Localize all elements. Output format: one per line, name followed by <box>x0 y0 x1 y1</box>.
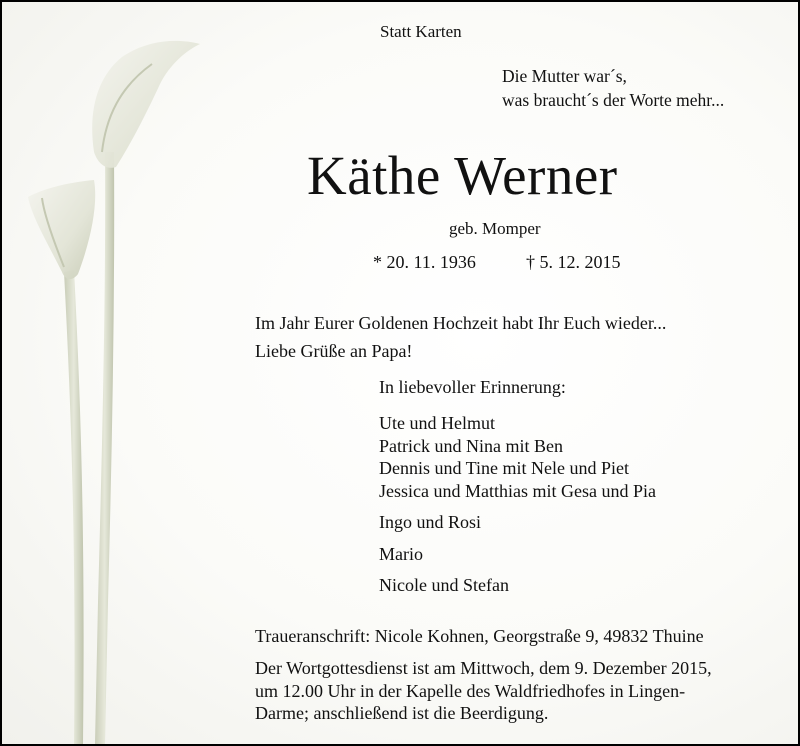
personal-message <box>255 309 666 365</box>
calla-lily-illustration <box>2 2 262 744</box>
motto-line: Die Mutter war´s, <box>502 66 627 86</box>
mourner-item: Nicole und Stefan <box>379 575 509 595</box>
mourner-item: Ute und Helmut <box>379 413 495 433</box>
mourner-item: Jessica und Matthias mit Gesa und Pia <box>379 480 656 501</box>
motto <box>502 64 724 112</box>
motto-line: was braucht´s der Worte mehr... <box>502 90 725 110</box>
birth-date: * 20. 11. 1936 <box>373 252 476 272</box>
funeral-service-info <box>255 657 712 725</box>
message-line: Im Jahr Eurer Goldenen Hochzeit habt Ihr Euch wieder... <box>255 313 667 333</box>
deceased-name: Käthe Werner <box>307 145 618 206</box>
mourner-item: Mario <box>379 543 423 564</box>
mourning-address: Traueranschrift: Nicole Kohnen, Georgstraße 9, 49832 Thuine <box>255 626 704 646</box>
mourner-item: Patrick und Nina mit Ben <box>379 435 563 456</box>
remembrance-label: In liebevoller Erinnerung: <box>379 377 566 397</box>
service-line: Darme; anschließend ist die Beerdigung. <box>255 703 549 723</box>
mourners-list <box>379 412 656 597</box>
death-date: † 5. 12. 2015 <box>526 252 621 272</box>
mourner-item: Ingo und Rosi <box>379 512 482 532</box>
service-line: Der Wortgottesdienst ist am Mittwoch, dem 9. Dezember 2015, <box>255 658 712 678</box>
notice-header: Statt Karten <box>380 22 462 41</box>
mourner-item: Dennis und Tine mit Nele und Piet <box>379 458 630 478</box>
message-line: Liebe Grüße an Papa! <box>255 341 413 361</box>
maiden-name: geb. Momper <box>449 219 541 238</box>
service-line: um 12.00 Uhr in der Kapelle des Waldfriedhofes in Lingen- <box>255 680 686 701</box>
